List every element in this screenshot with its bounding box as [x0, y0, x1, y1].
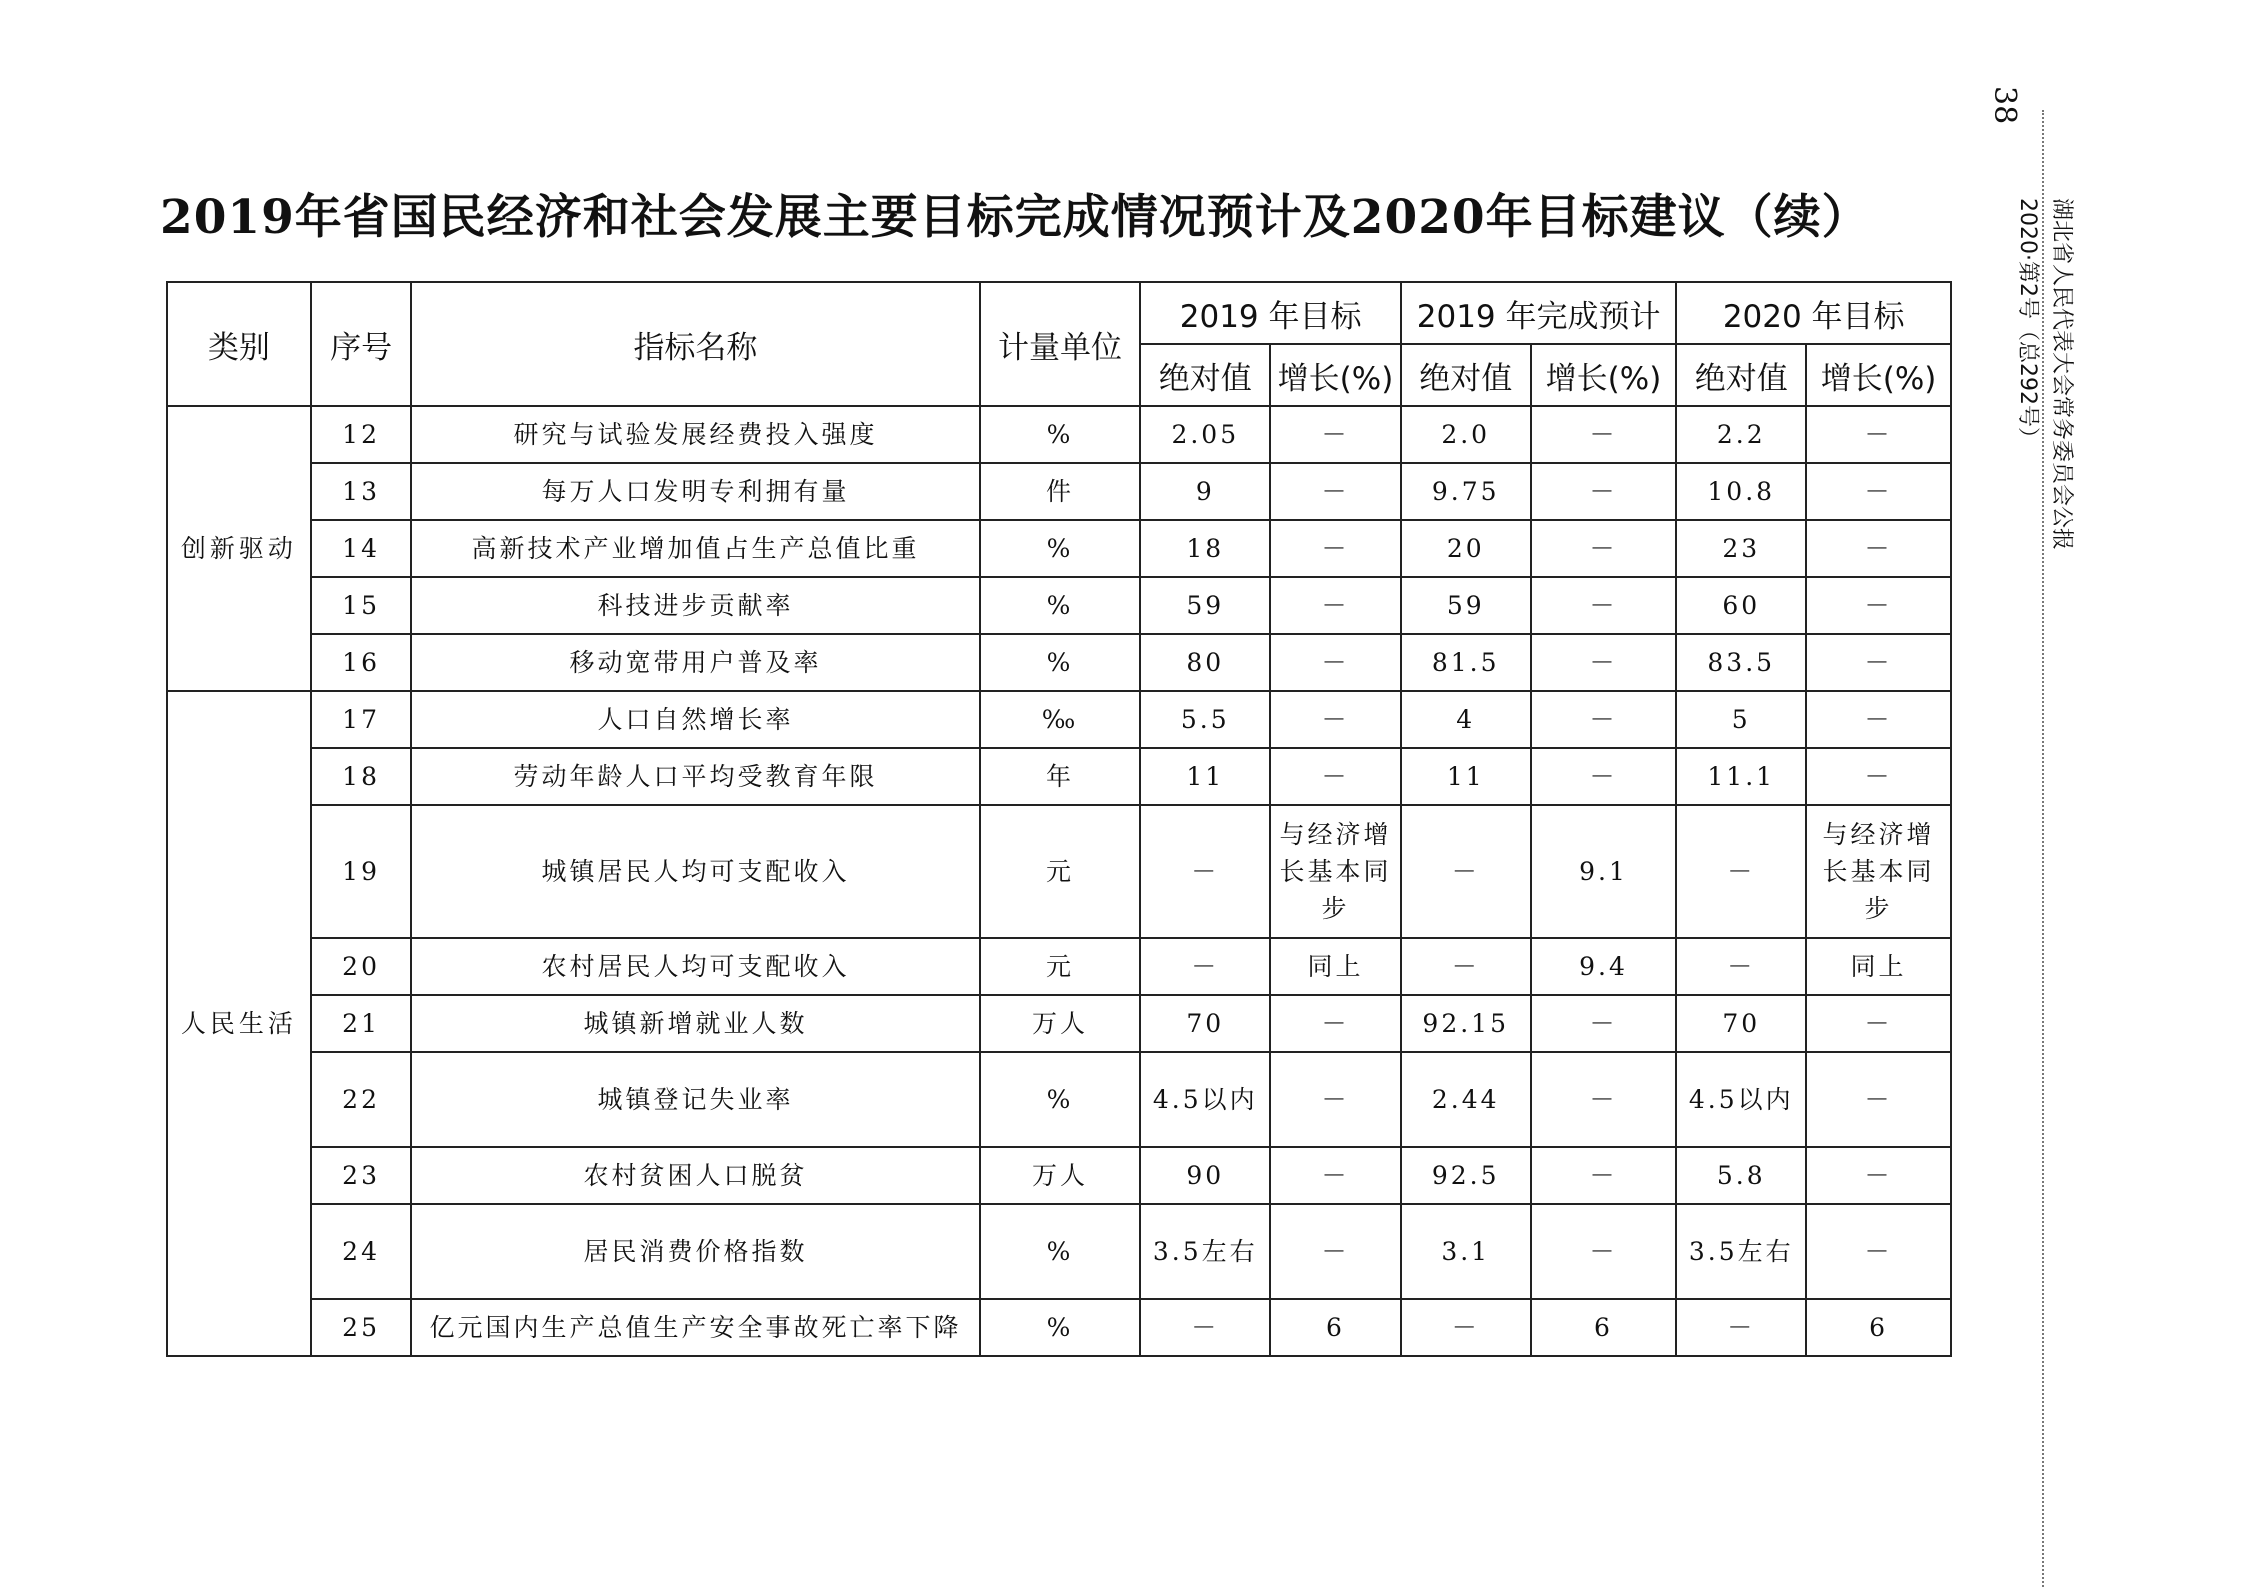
unit-cell: % — [980, 1299, 1141, 1356]
target-2019-growth: 6 — [1270, 1299, 1401, 1356]
target-2020-absolute: 4.5以内 — [1676, 1052, 1806, 1147]
target-2019-absolute: 11 — [1140, 748, 1270, 805]
table-row — [167, 577, 1951, 634]
forecast-2019-growth: － — [1531, 406, 1677, 463]
indicator-name: 农村贫困人口脱贫 — [411, 1147, 979, 1204]
unit-cell: 年 — [980, 748, 1141, 805]
forecast-2019-growth: 9.4 — [1531, 938, 1677, 995]
header-growth: 增长(%) — [1531, 344, 1677, 406]
unit-cell: 万人 — [980, 995, 1141, 1052]
target-2019-growth: 同上 — [1270, 938, 1401, 995]
target-2020-absolute: 60 — [1676, 577, 1806, 634]
table-row — [167, 748, 1951, 805]
unit-cell: % — [980, 406, 1141, 463]
row-index: 12 — [311, 406, 412, 463]
table-row — [167, 1052, 1951, 1147]
row-index: 20 — [311, 938, 412, 995]
unit-cell: 万人 — [980, 1147, 1141, 1204]
table-row — [167, 938, 1951, 995]
row-index: 24 — [311, 1204, 412, 1299]
table-row — [167, 520, 1951, 577]
page-title: 2019年省国民经济和社会发展主要目标完成情况预计及2020年目标建议（续） — [160, 190, 1870, 245]
header-absolute: 绝对值 — [1401, 344, 1531, 406]
unit-cell: % — [980, 634, 1141, 691]
forecast-2019-growth: － — [1531, 520, 1677, 577]
forecast-2019-absolute: 2.0 — [1401, 406, 1531, 463]
forecast-2019-absolute: 59 — [1401, 577, 1531, 634]
indicator-name: 科技进步贡献率 — [411, 577, 979, 634]
target-2020-growth: － — [1806, 748, 1951, 805]
forecast-2019-growth: － — [1531, 691, 1677, 748]
target-2019-growth: － — [1270, 691, 1401, 748]
table-row — [167, 1299, 1951, 1356]
header-growth: 增长(%) — [1806, 344, 1951, 406]
table-row — [167, 463, 1951, 520]
target-2019-growth: － — [1270, 1204, 1401, 1299]
unit-cell: % — [980, 520, 1141, 577]
row-index: 15 — [311, 577, 412, 634]
unit-cell: 元 — [980, 938, 1141, 995]
target-2020-absolute: 10.8 — [1676, 463, 1806, 520]
target-2020-absolute: 11.1 — [1676, 748, 1806, 805]
row-index: 16 — [311, 634, 412, 691]
row-index: 21 — [311, 995, 412, 1052]
unit-cell: % — [980, 1052, 1141, 1147]
forecast-2019-absolute: 4 — [1401, 691, 1531, 748]
forecast-2019-absolute: 92.5 — [1401, 1147, 1531, 1204]
indicator-name: 研究与试验发展经费投入强度 — [411, 406, 979, 463]
unit-cell: 件 — [980, 463, 1141, 520]
target-2019-growth: 与经济增长基本同步 — [1270, 805, 1401, 938]
header-target-2020: 2020 年目标 — [1676, 282, 1951, 344]
header-forecast-2019: 2019 年完成预计 — [1401, 282, 1677, 344]
header-growth: 增长(%) — [1270, 344, 1401, 406]
header-unit: 计量单位 — [980, 282, 1141, 406]
table-row — [167, 691, 1951, 748]
forecast-2019-absolute: 92.15 — [1401, 995, 1531, 1052]
indicator-name: 劳动年龄人口平均受教育年限 — [411, 748, 979, 805]
forecast-2019-absolute: － — [1401, 938, 1531, 995]
forecast-2019-growth: － — [1531, 1147, 1677, 1204]
indicator-name: 农村居民人均可支配收入 — [411, 938, 979, 995]
forecast-2019-growth: － — [1531, 1204, 1677, 1299]
table-row — [167, 805, 1951, 938]
target-2020-growth: － — [1806, 634, 1951, 691]
category-cell: 人民生活 — [167, 691, 311, 1356]
target-2020-growth: － — [1806, 520, 1951, 577]
forecast-2019-growth: － — [1531, 634, 1677, 691]
target-2020-growth: － — [1806, 577, 1951, 634]
table-row — [167, 1147, 1951, 1204]
target-2019-absolute: － — [1140, 805, 1270, 938]
category-cell: 创新驱动 — [167, 406, 311, 691]
indicator-name: 城镇居民人均可支配收入 — [411, 805, 979, 938]
target-2020-growth: － — [1806, 995, 1951, 1052]
target-2019-absolute: 18 — [1140, 520, 1270, 577]
indicator-name: 城镇新增就业人数 — [411, 995, 979, 1052]
unit-cell: 元 — [980, 805, 1141, 938]
indicator-name: 居民消费价格指数 — [411, 1204, 979, 1299]
target-2020-absolute: 3.5左右 — [1676, 1204, 1806, 1299]
target-2019-absolute: 90 — [1140, 1147, 1270, 1204]
target-2019-growth: － — [1270, 1052, 1401, 1147]
forecast-2019-growth: － — [1531, 995, 1677, 1052]
forecast-2019-absolute: 11 — [1401, 748, 1531, 805]
target-2020-growth: 同上 — [1806, 938, 1951, 995]
indicator-name: 城镇登记失业率 — [411, 1052, 979, 1147]
target-2020-absolute: 23 — [1676, 520, 1806, 577]
row-index: 17 — [311, 691, 412, 748]
header-indicator: 指标名称 — [411, 282, 979, 406]
publication-name: 湖北省人民代表大会常务委员会公报 — [2049, 198, 2074, 551]
row-index: 13 — [311, 463, 412, 520]
target-2019-absolute: － — [1140, 938, 1270, 995]
row-index: 22 — [311, 1052, 412, 1147]
target-2020-growth: 6 — [1806, 1299, 1951, 1356]
issue-number: 2020·第2号（总292号） — [2015, 198, 2040, 449]
forecast-2019-growth: － — [1531, 1052, 1677, 1147]
target-2020-absolute: － — [1676, 938, 1806, 995]
forecast-2019-absolute: － — [1401, 1299, 1531, 1356]
target-2020-growth: － — [1806, 1052, 1951, 1147]
unit-cell: ‰ — [980, 691, 1141, 748]
target-2020-absolute: － — [1676, 805, 1806, 938]
row-index: 18 — [311, 748, 412, 805]
target-2020-absolute: 5.8 — [1676, 1147, 1806, 1204]
forecast-2019-growth: 6 — [1531, 1299, 1677, 1356]
target-2019-absolute: － — [1140, 1299, 1270, 1356]
target-2019-absolute: 59 — [1140, 577, 1270, 634]
table-row — [167, 995, 1951, 1052]
forecast-2019-absolute: － — [1401, 805, 1531, 938]
target-2020-growth: － — [1806, 463, 1951, 520]
forecast-2019-absolute: 3.1 — [1401, 1204, 1531, 1299]
target-2019-growth: － — [1270, 463, 1401, 520]
target-2020-growth: － — [1806, 691, 1951, 748]
target-2020-growth: － — [1806, 1204, 1951, 1299]
targets-table — [166, 281, 1952, 1357]
target-2019-absolute: 2.05 — [1140, 406, 1270, 463]
target-2019-growth: － — [1270, 748, 1401, 805]
forecast-2019-growth: － — [1531, 748, 1677, 805]
forecast-2019-absolute: 9.75 — [1401, 463, 1531, 520]
target-2020-absolute: 83.5 — [1676, 634, 1806, 691]
target-2019-absolute: 9 — [1140, 463, 1270, 520]
indicator-name: 亿元国内生产总值生产安全事故死亡率下降 — [411, 1299, 979, 1356]
target-2019-growth: － — [1270, 1147, 1401, 1204]
header-target-2019: 2019 年目标 — [1140, 282, 1400, 344]
target-2019-growth: － — [1270, 520, 1401, 577]
side-header — [2010, 198, 2078, 550]
target-2020-absolute: － — [1676, 1299, 1806, 1356]
target-2020-absolute: 5 — [1676, 691, 1806, 748]
target-2020-absolute: 2.2 — [1676, 406, 1806, 463]
page-number: 38 — [1987, 86, 2022, 125]
header-absolute: 绝对值 — [1676, 344, 1806, 406]
row-index: 14 — [311, 520, 412, 577]
indicator-name: 每万人口发明专利拥有量 — [411, 463, 979, 520]
target-2020-growth: － — [1806, 1147, 1951, 1204]
table-row — [167, 634, 1951, 691]
header-index: 序号 — [311, 282, 412, 406]
row-index: 19 — [311, 805, 412, 938]
target-2020-absolute: 70 — [1676, 995, 1806, 1052]
header-absolute: 绝对值 — [1140, 344, 1270, 406]
forecast-2019-absolute: 81.5 — [1401, 634, 1531, 691]
indicator-name: 移动宽带用户普及率 — [411, 634, 979, 691]
target-2020-growth: － — [1806, 406, 1951, 463]
header-category: 类别 — [167, 282, 311, 406]
target-2020-growth: 与经济增长基本同步 — [1806, 805, 1951, 938]
row-index: 23 — [311, 1147, 412, 1204]
table-row — [167, 406, 1951, 463]
target-2019-absolute: 70 — [1140, 995, 1270, 1052]
unit-cell: % — [980, 577, 1141, 634]
table-row — [167, 1204, 1951, 1299]
forecast-2019-growth: － — [1531, 463, 1677, 520]
forecast-2019-growth: － — [1531, 577, 1677, 634]
indicator-name: 高新技术产业增加值占生产总值比重 — [411, 520, 979, 577]
forecast-2019-absolute: 2.44 — [1401, 1052, 1531, 1147]
target-2019-absolute: 4.5以内 — [1140, 1052, 1270, 1147]
target-2019-absolute: 5.5 — [1140, 691, 1270, 748]
target-2019-growth: － — [1270, 406, 1401, 463]
unit-cell: % — [980, 1204, 1141, 1299]
target-2019-growth: － — [1270, 634, 1401, 691]
target-2019-absolute: 3.5左右 — [1140, 1204, 1270, 1299]
forecast-2019-absolute: 20 — [1401, 520, 1531, 577]
target-2019-growth: － — [1270, 995, 1401, 1052]
forecast-2019-growth: 9.1 — [1531, 805, 1677, 938]
indicator-name: 人口自然增长率 — [411, 691, 979, 748]
row-index: 25 — [311, 1299, 412, 1356]
target-2019-growth: － — [1270, 577, 1401, 634]
target-2019-absolute: 80 — [1140, 634, 1270, 691]
